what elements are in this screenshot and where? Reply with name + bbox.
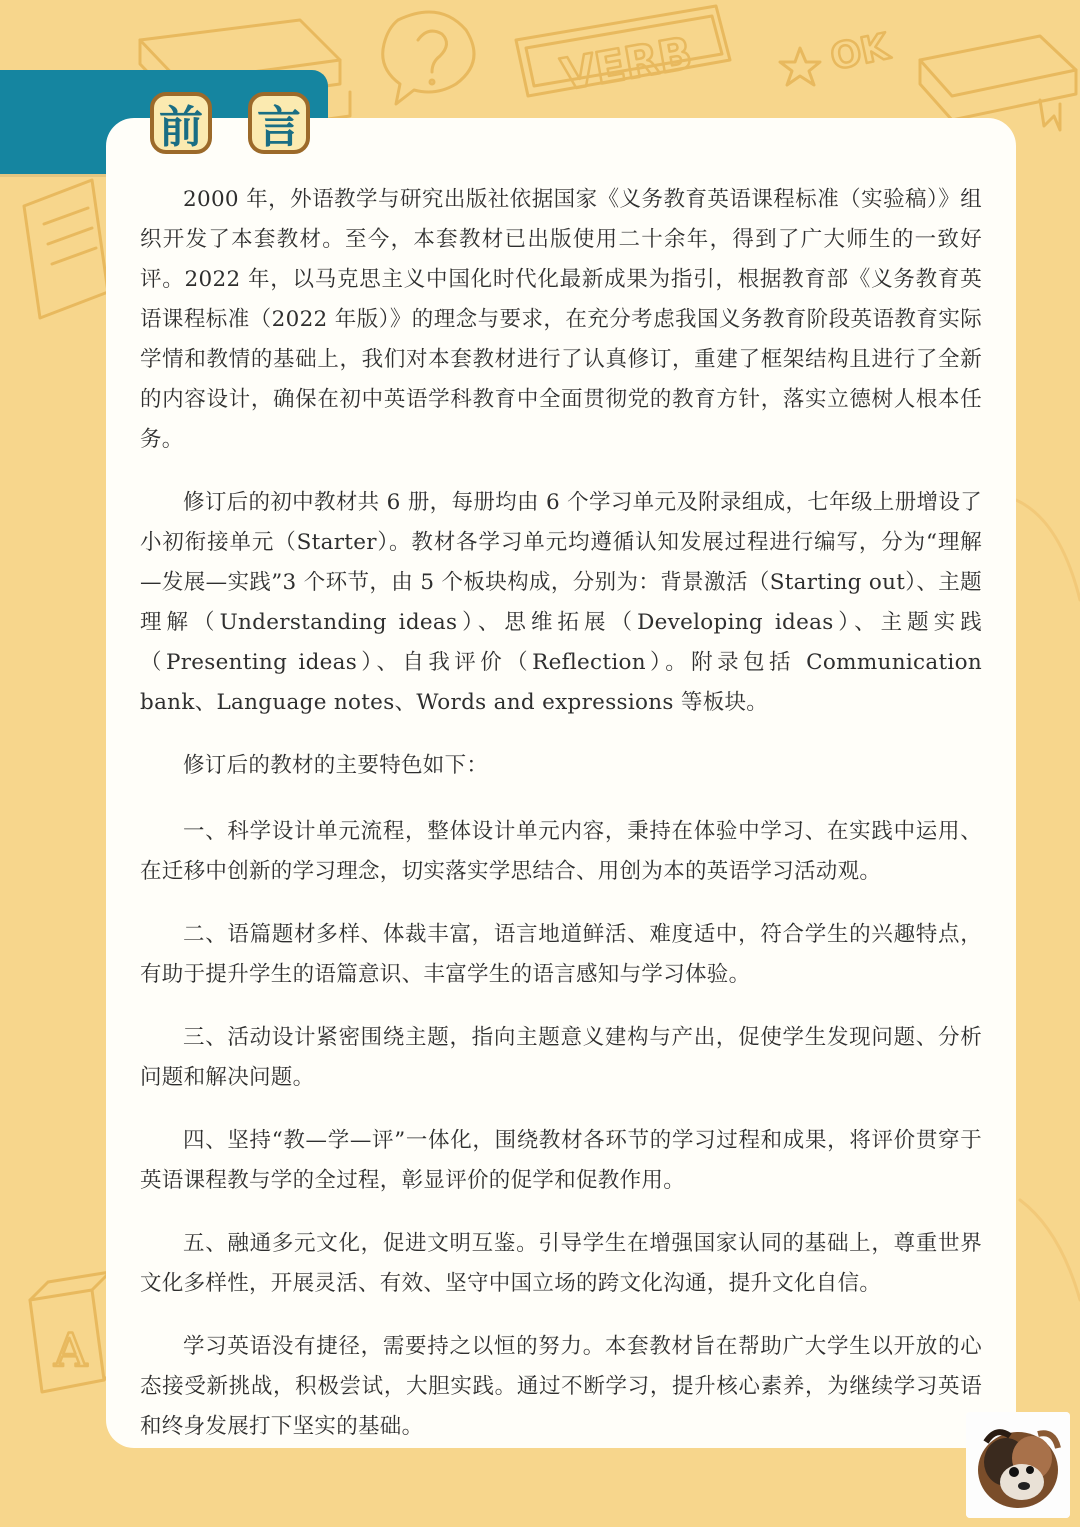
paragraph-structure: 修订后的初中教材共 6 册，每册均由 6 个学习单元及附录组成，七年级上册增设了小初衔接单元（Starter）。教材各学习单元均遵循认知发展过程进行编写，分为“理解—发展—实践”3 个环节，由 5 个板块构成，分别为：背景激活（Starting out）、主题理解（Understanding ideas）、思维拓展（Developing ideas）、主题实践（Presenting ideas）、自我评价（Reflection）。附录包括 Communication bank、Language notes、Words and expressions 等板块。: [140, 490, 982, 715]
page-title: [150, 92, 310, 154]
paragraph-feature-3: 三、活动设计紧密围绕主题，指向主题意义建构与产出，促使学生发现问题、分析问题和解决问题。: [140, 1025, 982, 1090]
paragraph-intro: 2000 年，外语教学与研究出版社依据国家《义务教育英语课程标准（实验稿）》组织开发了本套教材。至今，本套教材已出版使用二十余年，得到了广大师生的一致好评。2022 年，以马克思主义中国化时代化最新成果为指引，根据教育部《义务教育英语课程标准（2022 年版）》的理念与要求，在充分考虑我国义务教育阶段英语教育实际学情和教情的基础上，我们对本套教材进行了认真修订，重建了框架结构且进行了全新的内容设计，确保在初中英语学科教育中全面贯彻党的教育方针，落实立德树人根本任务。: [140, 187, 982, 452]
letter-block-text: A: [54, 1323, 88, 1377]
paragraph-feature-4: 四、坚持“教—学—评”一体化，围绕教材各环节的学习过程和成果，将评价贯穿于英语课程教与学的全过程，彰显评价的促学和促教作用。: [140, 1128, 982, 1193]
paragraph-closing: 学习英语没有捷径，需要持之以恒的努力。本套教材旨在帮助广大学生以开放的心态接受新挑战，积极尝试，大胆实践。通过不断学习，提升核心素养，为继续学习英语和终身发展打下坚实的基础。: [140, 1334, 982, 1439]
preface-body: [140, 180, 982, 1470]
ok-stamp-text: OK: [826, 26, 893, 79]
question-bubble-icon: [383, 12, 474, 104]
dog-icon: [966, 1412, 1070, 1518]
paragraph-features-lead: 修订后的教材的主要特色如下：: [183, 753, 489, 778]
paragraph-feature-5: 五、融通多元文化，促进文明互鉴。引导学生在增强国家认同的基础上，尊重世界文化多样性，开展灵活、有效、坚守中国立场的跨文化沟通，提升文化自信。: [140, 1231, 982, 1296]
verb-badge-text: VERB: [557, 27, 696, 101]
title-char-2: 言: [248, 92, 310, 154]
dog-photo: [966, 1412, 1070, 1518]
book-stack-right-icon: [920, 36, 1076, 130]
paragraph-feature-1: 一、科学设计单元流程，整体设计单元内容，秉持在体验中学习、在实践中运用、在迁移中创新的学习理念，切实落实学思结合、用创为本的英语学习活动观。: [140, 819, 982, 884]
notebook-doodle-icon: [24, 180, 108, 318]
paragraph-feature-2: 二、语篇题材多样、体裁丰富，语言地道鲜活、难度适中，符合学生的兴趣特点，有助于提升学生的语篇意识、丰富学生的语言感知与学习体验。: [140, 922, 982, 987]
verb-badge-icon: [516, 6, 730, 101]
title-char-1: 前: [150, 92, 212, 154]
star-icon: [780, 48, 820, 85]
